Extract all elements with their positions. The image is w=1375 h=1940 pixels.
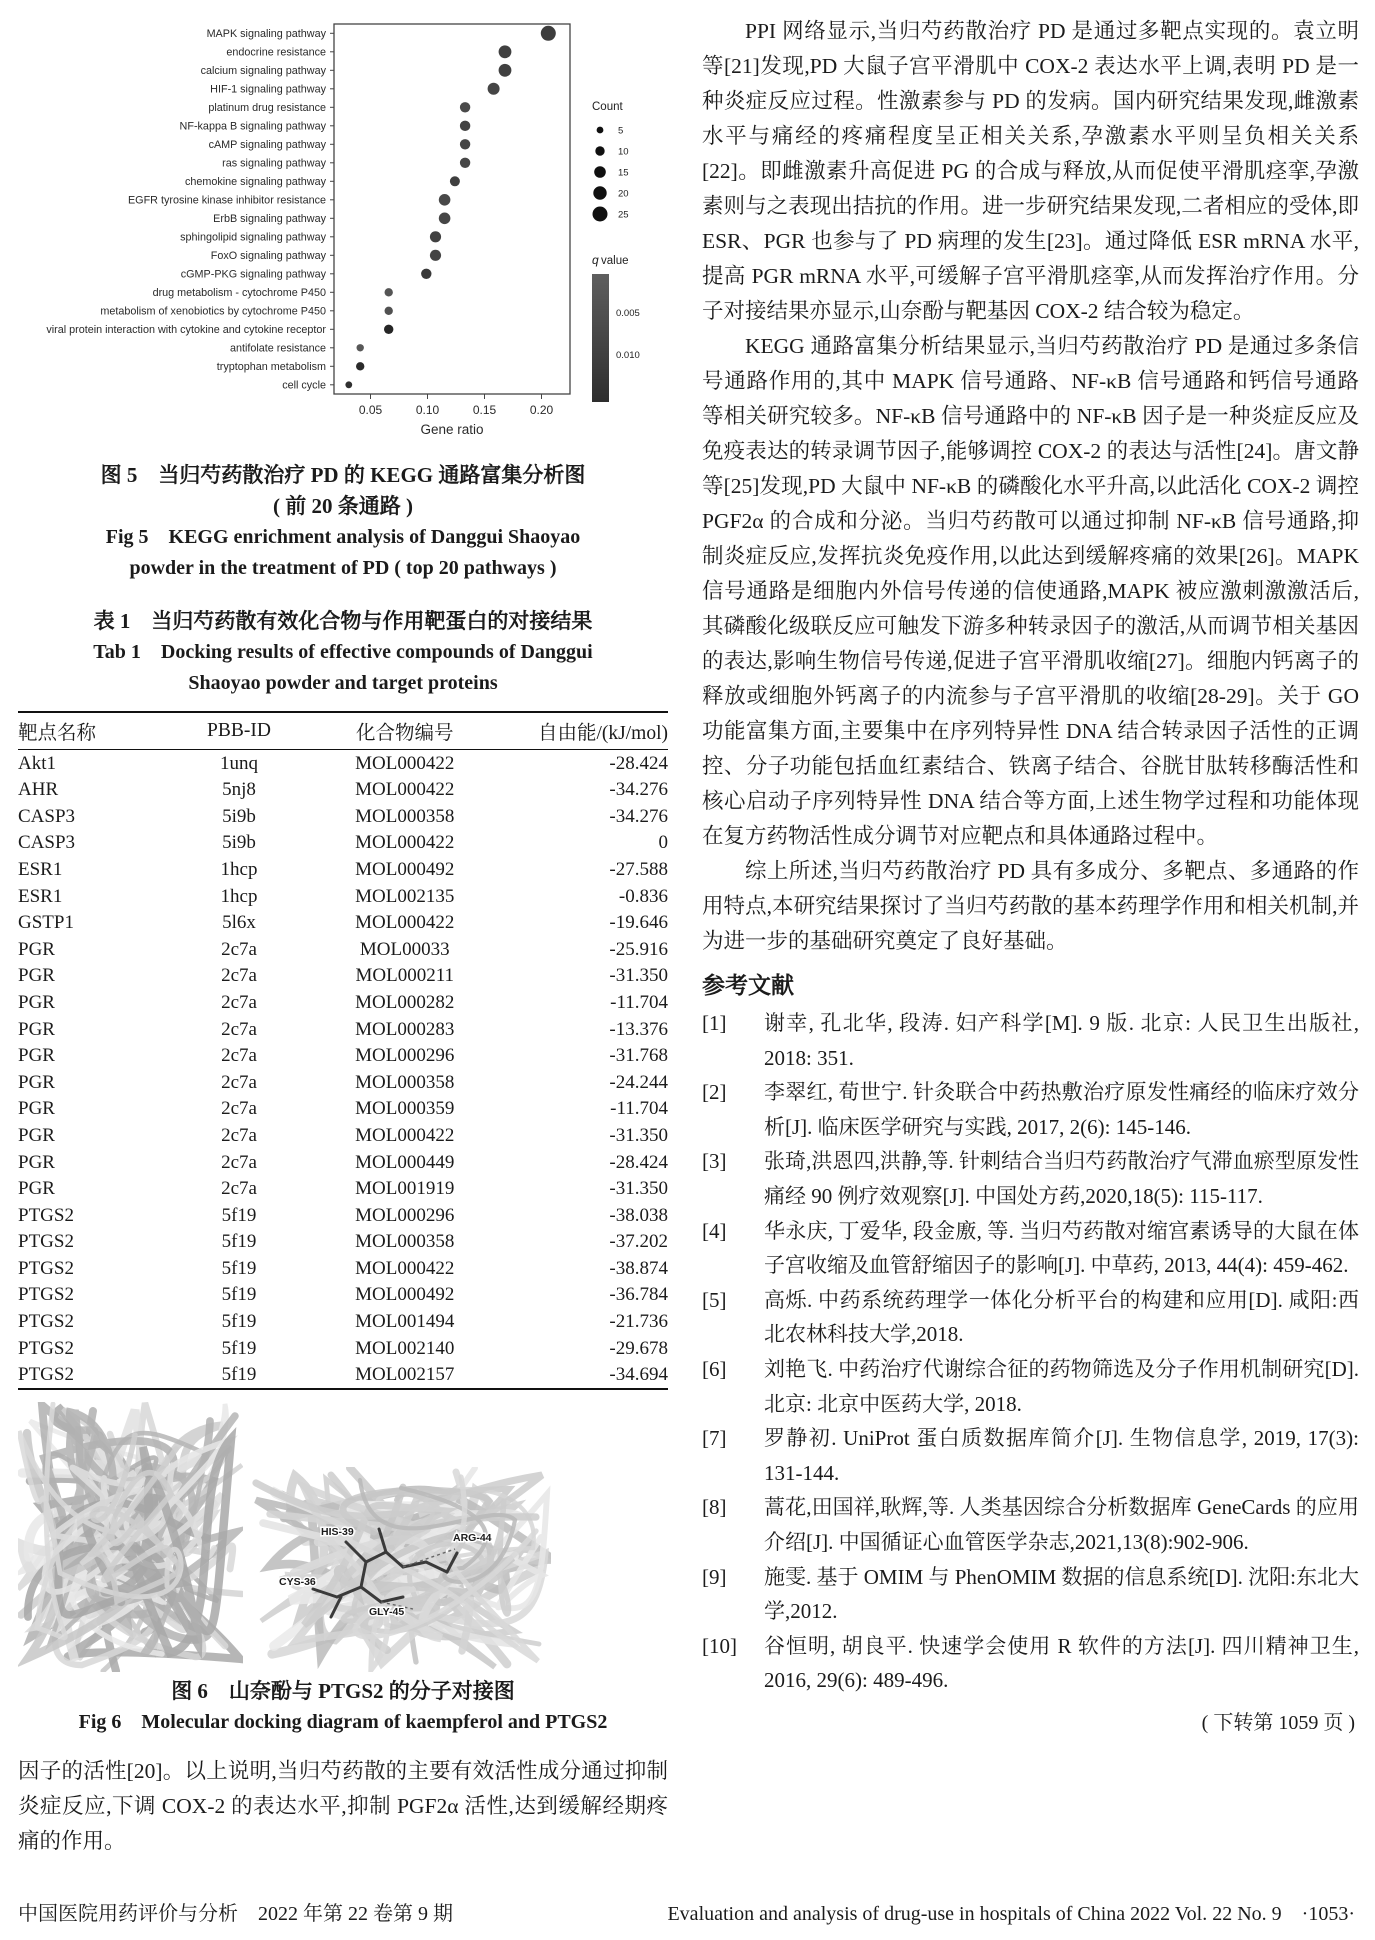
footer-journal-cn: 中国医院用药评价与分析 2022 年第 22 卷第 9 期 (18, 1903, 453, 1925)
svg-text:cell cycle: cell cycle (282, 379, 326, 392)
figure6-images (18, 1400, 668, 1672)
table-row: PGR 2c7a MOL000211 -31.350 (18, 965, 668, 987)
svg-text:EGFR tyrosine kinase inhibitor: EGFR tyrosine kinase inhibitor resistance (127, 194, 326, 207)
figure5-caption-cn-1: 图 5 当归芍药散治疗 PD 的 KEGG 通路富集分析图 (100, 463, 586, 487)
reference-item: [8] 蒿花,田国祥,耿辉,等. 人类基因综合分析数据库 GeneCards 的应用介绍[J]. 中国循证心血管医学杂志,2021,13(8):902-906. (702, 1495, 1359, 1554)
svg-text:0.010: 0.010 (616, 350, 640, 361)
kegg-chart-svg (18, 14, 668, 450)
svg-text:tryptophan metabolism: tryptophan metabolism (216, 360, 326, 373)
svg-text:cGMP-PKG signaling pathway: cGMP-PKG signaling pathway (180, 268, 326, 281)
reference-item: [7] 罗静初. UniProt 蛋白质数据库简介[J]. 生物信息学, 2019, 17(3): 131-144. (702, 1426, 1359, 1485)
residue-label: CYS-36 (279, 1576, 316, 1589)
reference-item: [4] 华永庆, 丁爱华, 段金廒, 等. 当归芍药散对缩宫素诱导的大鼠在体子宫收缩及血管舒缩因子的影响[J]. 中草药, 2013, 44(4): 459-462. (702, 1218, 1359, 1278)
table-row: PGR 2c7a MOL000359 -11.704 (18, 1098, 668, 1120)
table-row: Akt1 1unq MOL000422 -28.424 (18, 752, 668, 774)
docking-results-table (18, 711, 668, 1390)
table-row: PTGS2 5f19 MOL001494 -21.736 (18, 1311, 668, 1333)
svg-text:HIF-1 signaling pathway: HIF-1 signaling pathway (210, 83, 326, 96)
svg-text:5: 5 (618, 125, 624, 137)
table-row: PGR 2c7a MOL000422 -31.350 (18, 1124, 668, 1146)
references-heading: 参考文献 (702, 973, 794, 998)
right-column (702, 14, 1359, 1859)
svg-text:0.10: 0.10 (415, 403, 440, 417)
table-row: AHR 5nj8 MOL000422 -34.276 (18, 779, 668, 801)
table-row: PTGS2 5f19 MOL000422 -38.874 (18, 1257, 668, 1279)
figure6-caption-en: Fig 6 Molecular docking diagram of kaempferol and PTGS2 (78, 1711, 608, 1734)
left-column (18, 14, 668, 1859)
reference-item: [2] 李翠红, 荀世宁. 针灸联合中药热敷治疗原发性痛经的临床疗效分析[J]. 临床医学研究与实践, 2017, 2(6): 145-146. (702, 1080, 1359, 1139)
figure6-caption-cn: 图 6 山奈酚与 PTGS2 的分子对接图 (171, 1679, 515, 1704)
table-row: CASP3 5i9b MOL000358 -34.276 (18, 805, 668, 827)
col-header-target: 靶点名称 (18, 712, 168, 750)
svg-text:platinum drug resistance: platinum drug resistance (208, 102, 326, 114)
page-footer (18, 1897, 1355, 1926)
svg-text:antifolate resistance: antifolate resistance (229, 342, 326, 355)
protein-structure-left-figure (18, 1402, 243, 1672)
svg-text:0.15: 0.15 (472, 403, 497, 417)
table-row: PTGS2 5f19 MOL000296 -38.038 (18, 1204, 668, 1226)
table-row: PGR 2c7a MOL001919 -31.350 (18, 1178, 668, 1200)
table-row: CASP3 5i9b MOL000422 0 (18, 832, 668, 854)
col-header-pbbid: PBB-ID (168, 712, 311, 750)
svg-text:endocrine resistance: endocrine resistance (226, 46, 326, 59)
continuation-note: ( 下转第 1059 页 ) (1201, 1711, 1355, 1734)
svg-text:ErbB signaling pathway: ErbB signaling pathway (213, 212, 326, 225)
table-row: PTGS2 5f19 MOL000358 -37.202 (18, 1231, 668, 1253)
reference-item: [10] 谷恒明, 胡良平. 快速学会使用 R 软件的方法[J]. 四川精神卫生, 2016, 29(6): 489-496. (702, 1633, 1359, 1693)
svg-text:metabolism of xenobiotics by c: metabolism of xenobiotics by cytochrome P450 (100, 305, 326, 318)
table-row: PGR 2c7a MOL000449 -28.424 (18, 1151, 668, 1173)
svg-text:0.05: 0.05 (358, 403, 383, 417)
footer-journal-en: Evaluation and analysis of drug-use in hospitals of China 2022 Vol. 22 No. 9 ·1053· (667, 1903, 1355, 1925)
reference-item: [5] 高烁. 中药系统药理学一体化分析平台的构建和应用[D]. 咸阳:西北农林科技大学,2018. (702, 1287, 1359, 1347)
table-row: PGR 2c7a MOL000296 -31.768 (18, 1045, 668, 1067)
table1-caption-en-2: Shaoyao powder and target proteins (188, 672, 498, 694)
references-list (702, 1006, 1359, 1698)
residue-label: HIS-39 (321, 1526, 354, 1539)
table-row: PGR 2c7a MOL000282 -11.704 (18, 991, 668, 1013)
figure5-caption (18, 460, 668, 584)
table-row: PGR 2c7a MOL000283 -13.376 (18, 1018, 668, 1040)
table-row: PGR 2c7a MOL000358 -24.244 (18, 1071, 668, 1093)
svg-text:0.005: 0.005 (616, 308, 640, 319)
table-row: GSTP1 5l6x MOL000422 -19.646 (18, 912, 668, 934)
svg-text:chemokine signaling pathway: chemokine signaling pathway (184, 175, 326, 188)
svg-text:drug metabolism - cytochrome P: drug metabolism - cytochrome P450 (152, 286, 326, 299)
svg-text:q: q (592, 253, 599, 267)
svg-text:15: 15 (618, 167, 629, 179)
residue-label: ARG-44 (453, 1532, 492, 1545)
svg-text:ras signaling pathway: ras signaling pathway (222, 157, 326, 170)
table1-caption (18, 606, 668, 699)
reference-item: [9] 施雯. 基于 OMIM 与 PhenOMIM 数据的信息系统[D]. 沈阳:东北大学,2012. (702, 1564, 1359, 1624)
col-header-energy: 自由能/(kJ/mol) (499, 712, 668, 750)
table-row: PTGS2 5f19 MOL002140 -29.678 (18, 1337, 668, 1359)
protein-docking-right-figure (251, 1467, 551, 1672)
table-row: PGR 2c7a MOL00033 -25.916 (18, 938, 668, 960)
figure5-caption-en-2: powder in the treatment of PD ( top 20 pathways ) (129, 557, 557, 579)
table1-caption-cn: 表 1 当归芍药散有效化合物与作用靶蛋白的对接结果 (93, 609, 593, 633)
table-header-row (18, 712, 668, 750)
svg-text:FoxO signaling pathway: FoxO signaling pathway (210, 249, 326, 262)
figure5-caption-cn-2: ( 前 20 条通路 ) (273, 494, 413, 518)
kegg-bubble-chart (18, 14, 668, 450)
svg-text:Gene ratio: Gene ratio (420, 422, 484, 437)
col-header-compound: 化合物编号 (311, 712, 500, 750)
svg-text:NF-kappa B signaling pathway: NF-kappa B signaling pathway (179, 120, 326, 133)
table-row: PTGS2 5f19 MOL000492 -36.784 (18, 1284, 668, 1306)
svg-text:viral protein interaction with: viral protein interaction with cytokine and cytokine receptor (46, 323, 326, 336)
svg-text:25: 25 (618, 209, 629, 221)
figure5-caption-en-1: Fig 5 KEGG enrichment analysis of Danggui Shaoyao (105, 526, 581, 548)
paragraph-ppi: PPI 网络显示,当归芍药散治疗 PD 是通过多靶点实现的。袁立明等[21]发现,PD 大鼠子宫平滑肌中 COX-2 表达水平上调,表明 PD 是一种炎症反应过程。性激素参与 PD 的发病。国内研究结果发现,雌激素水平与痛经的疼痛程度呈正相关关系,孕激素水平则呈负相关关系[22]。即雌激素升高促进 PG 的合成与释放,从而促使平滑肌痉挛,孕激素则与之表现出拮抗的作用。进一步研究结果发现,二者相应的受体,即 ESR、PGR 也参与了 PD 病理的发生[23]。通过降低 ESR mRNA 水平,提高 PGR mRNA 水平,可缓解子宫平滑肌痉挛,从而发挥治疗作用。分子对接结果亦显示,山奈酚与靶基因 COX-2 结合较为稳定。 (702, 19, 1359, 323)
residue-label: GLY-45 (369, 1606, 405, 1619)
figure6-caption (18, 1676, 668, 1738)
svg-text:sphingolipid signaling pathway: sphingolipid signaling pathway (180, 231, 326, 244)
paragraph-kegg: KEGG 通路富集分析结果显示,当归芍药散治疗 PD 是通过多条信号通路作用的,其中 MAPK 信号通路、NF-κB 信号通路和钙信号通路等相关研究较多。NF-κB 信号通路中的 NF-κB 因子是一种炎症反应及免疫表达的转录调节因子,能够调控 COX-2 的表达与活性[24]。唐文静等[25]发现,PD 大鼠中 NF-κB 的磷酸化水平升高,以此活化 COX-2 调控 PGF2α 的合成和分泌。当归芍药散可以通过抑制 NF-κB 信号通路,抑制炎症反应,发挥抗炎免疫作用,以此达到缓解疼痛的效果[26]。MAPK 信号通路是细胞内外信号传递的信使通路,MAPK 被应激刺激激活后,其磷酸化级联反应可触发下游多种转录因子的激活,从而调节相关基因的表达,影响生物信号传递,促进子宫平滑肌收缩[27]。细胞内钙离子的释放或细胞外钙离子的内流参与子宫平滑肌的收缩[28-29]。关于 GO 功能富集方面,主要集中在序列特异性 DNA 结合转录因子活性的正调控、分子功能包括血红素结合、铁离子结合、谷胱甘肽转移酶活性和核心启动子序列特异性 DNA 结合等方面,上述生物学过程和功能体现在复方药物活性成分调节对应靶点和具体通路过程中。 (702, 334, 1359, 848)
svg-text:20: 20 (618, 188, 629, 200)
svg-text:0.20: 0.20 (529, 403, 554, 417)
table-row: PTGS2 5f19 MOL002157 -34.694 (18, 1364, 668, 1386)
docking-table-body (18, 750, 668, 1390)
svg-text:value: value (601, 255, 629, 267)
svg-text:cAMP signaling pathway: cAMP signaling pathway (208, 138, 326, 151)
reference-item: [6] 刘艳飞. 中药治疗代谢综合征的药物筛选及分子作用机制研究[D]. 北京: 北京中医药大学, 2018. (702, 1356, 1359, 1416)
left-bottom-paragraph: 因子的活性[20]。以上说明,当归芍药散的主要有效活性成分通过抑制炎症反应,下调 COX-2 的表达水平,抑制 PGF2α 活性,达到缓解经期疼痛的作用。 (18, 1759, 668, 1854)
svg-text:MAPK signaling pathway: MAPK signaling pathway (206, 27, 326, 40)
svg-text:Count: Count (592, 101, 623, 113)
paragraph-conclusion: 综上所述,当归芍药散治疗 PD 具有多成分、多靶点、多通路的作用特点,本研究结果探讨了当归芍药散的基本药理学作用和相关机制,并为进一步的基础研究奠定了良好基础。 (702, 859, 1359, 953)
reference-item: [1] 谢幸, 孔北华, 段涛. 妇产科学[M]. 9 版. 北京: 人民卫生出版社, 2018: 351. (702, 1011, 1359, 1070)
svg-text:calcium signaling pathway: calcium signaling pathway (200, 65, 326, 77)
table-row: ESR1 1hcp MOL002135 -0.836 (18, 885, 668, 907)
table-row: ESR1 1hcp MOL000492 -27.588 (18, 858, 668, 880)
table1-caption-en-1: Tab 1 Docking results of effective compounds of Danggui (93, 641, 593, 663)
reference-item: [3] 张琦,洪恩四,洪静,等. 针刺结合当归芍药散治疗气滞血瘀型原发性痛经 90 例疗效观察[J]. 中国处方药,2020,18(5): 115-117. (702, 1149, 1359, 1208)
svg-text:10: 10 (618, 146, 629, 158)
